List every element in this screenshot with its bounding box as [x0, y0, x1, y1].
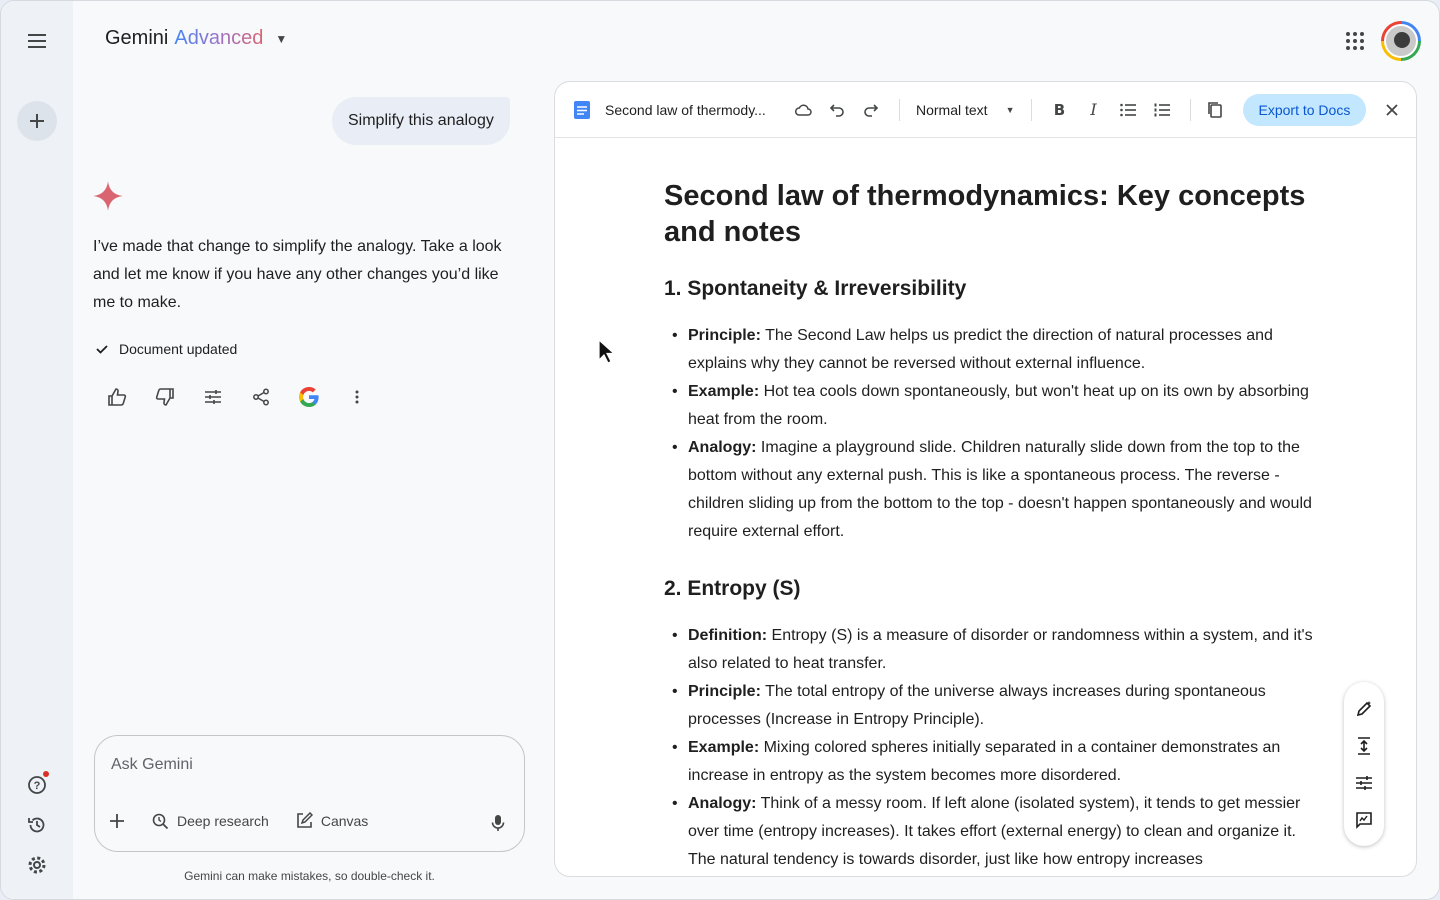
adjust-length-button[interactable]: [1350, 732, 1378, 760]
canvas-label: Canvas: [320, 813, 369, 829]
more-options-button[interactable]: [341, 381, 373, 413]
thumb-up-icon: [107, 387, 127, 407]
item-text: Imagine a playground slide. Children naturally slide down from the top to the bottom without any external push. This is like a spontaneous process. The reverse - children sliding up from the bottom to the top - doesn't happen spontaneously and would require external effort.: [688, 439, 1312, 540]
add-comment-button[interactable]: [1350, 806, 1378, 834]
plus-icon: [109, 813, 125, 829]
mouse-cursor-icon: [598, 339, 616, 365]
settings-icon: [27, 855, 47, 875]
tune-icon: [1355, 774, 1373, 792]
share-icon: [252, 388, 270, 406]
model-selector[interactable]: [105, 27, 287, 50]
save-status: [789, 96, 817, 124]
numbered-list-icon: [1154, 103, 1170, 117]
italic-button[interactable]: [1080, 96, 1108, 124]
bullet-list: [664, 622, 1314, 874]
google-icon: [297, 385, 321, 409]
list-item: [664, 378, 1314, 434]
bold-button[interactable]: [1046, 96, 1074, 124]
item-text: The Second Law helps us predict the direction of natural processes and explains why they cannot be reversed without external influence.: [688, 327, 1273, 372]
thumb-down-icon: [155, 387, 175, 407]
item-text: The total entropy of the universe always increases during spontaneous processes (Increase in Entropy Principle).: [688, 683, 1266, 728]
item-label: Principle:: [688, 683, 761, 700]
item-label: Principle:: [688, 327, 761, 344]
prompt-input[interactable]: Ask Gemini: [111, 756, 193, 773]
length-icon: [1356, 737, 1372, 755]
redo-button[interactable]: [857, 96, 885, 124]
list-item: [664, 734, 1314, 790]
redo-icon: [863, 102, 879, 118]
user-message: Simplify this analogy: [332, 97, 510, 145]
upload-button[interactable]: [109, 813, 125, 829]
brand-tier: Advanced: [174, 27, 264, 49]
activity-button[interactable]: [17, 805, 57, 845]
item-label: Definition:: [688, 627, 768, 644]
item-label: Analogy:: [688, 795, 757, 812]
cloud-icon: [794, 103, 812, 117]
toolbar-divider: [1031, 99, 1032, 121]
undo-icon: [829, 102, 845, 118]
check-icon: [95, 342, 109, 356]
adjust-style-button[interactable]: [1350, 769, 1378, 797]
numbered-list-button[interactable]: [1148, 96, 1176, 124]
list-item: [664, 790, 1314, 874]
good-response-button[interactable]: [101, 381, 133, 413]
item-text: Hot tea cools down spontaneously, but won't heat up on its own by absorbing heat from the room.: [688, 383, 1309, 428]
side-rail: [1, 1, 73, 900]
svg-text:?: ?: [33, 780, 41, 792]
main-menu-button[interactable]: [17, 21, 57, 61]
item-label: Example:: [688, 739, 760, 756]
tune-icon: [204, 388, 222, 406]
brand-name: Gemini: [105, 27, 169, 49]
bullet-list: [664, 322, 1314, 546]
deep-research-label: Deep research: [177, 813, 269, 829]
text-style-dropdown[interactable]: [910, 102, 1021, 118]
item-label: Example:: [688, 383, 760, 400]
edit-tools-menu: [1344, 682, 1384, 846]
assistant-reply: I’ve made that change to simplify the analogy. Take a look and let me know if you have any other changes you’d like me to make.: [93, 238, 502, 311]
help-icon: [27, 775, 47, 795]
bulleted-list-icon: [1120, 103, 1136, 117]
plus-icon: [28, 112, 46, 130]
menu-icon: [27, 31, 47, 51]
chevron-down-icon: ▼: [275, 31, 288, 46]
prompt-box[interactable]: [94, 735, 525, 852]
avatar-image: [1384, 24, 1418, 58]
export-to-docs-button[interactable]: Export to Docs: [1243, 94, 1367, 126]
modify-response-button[interactable]: [197, 381, 229, 413]
canvas-toolbar: [555, 82, 1416, 138]
canvas-button[interactable]: [295, 812, 368, 830]
italic-icon: I: [1090, 100, 1097, 119]
more-vert-icon: [348, 388, 366, 406]
section-heading: 1. Spontaneity & Irreversibility: [664, 277, 967, 300]
double-check-button[interactable]: [293, 381, 325, 413]
list-item: [664, 622, 1314, 678]
docs-icon: [573, 100, 591, 120]
close-icon: [1385, 103, 1399, 117]
edit-note-icon: [295, 812, 313, 830]
document-heading: Second law of thermodynamics: Key concepts and notes: [664, 180, 1306, 248]
response-actions: [101, 381, 373, 413]
list-item: [664, 678, 1314, 734]
comment-icon: [1355, 811, 1373, 829]
notification-dot: [43, 771, 49, 777]
mic-icon: [490, 814, 506, 832]
settings-button[interactable]: [17, 845, 57, 885]
new-chat-button[interactable]: [17, 101, 57, 141]
account-avatar[interactable]: [1381, 21, 1421, 61]
toolbar-divider: [899, 99, 900, 121]
item-text: Entropy (S) is a measure of disorder or randomness within a system, and it's also related to heat transfer.: [688, 627, 1313, 672]
copy-icon: [1207, 101, 1223, 119]
apps-icon: [1345, 31, 1365, 51]
list-item: [664, 434, 1314, 546]
close-canvas-button[interactable]: [1378, 96, 1406, 124]
help-button[interactable]: [17, 765, 57, 805]
list-item: [664, 322, 1314, 378]
microphone-button[interactable]: [490, 814, 506, 837]
bold-icon: B: [1053, 100, 1066, 119]
toolbar-divider: [1190, 99, 1191, 121]
bad-response-button[interactable]: [149, 381, 181, 413]
document-status-text: Document updated: [119, 341, 238, 357]
caret-down-icon: ▼: [1005, 104, 1015, 115]
text-style-value: Normal text: [916, 101, 988, 118]
share-button[interactable]: [245, 381, 277, 413]
canvas-panel: [554, 81, 1417, 877]
item-text: Think of a messy room. If left alone (isolated system), it tends to get messier over time (entropy increases). It takes effort (external energy) to clean and organize it. The natural tendency is towards disorder, just like how entropy increases: [688, 795, 1301, 868]
prompt-tools: [109, 812, 368, 830]
item-text: Mixing colored spheres initially separated in a container demonstrates an increase in entropy as the system becomes more disordered.: [688, 739, 1281, 784]
edit-icon: [1355, 700, 1373, 718]
google-apps-button[interactable]: [1339, 25, 1371, 57]
history-icon: [27, 815, 47, 835]
gemini-sparkle-icon: [93, 181, 123, 211]
disclaimer: Gemini can make mistakes, so double-check it.: [184, 869, 435, 883]
deep-research-icon: [151, 812, 169, 830]
bulleted-list-button[interactable]: [1114, 96, 1142, 124]
document-title[interactable]: Second law of thermody...: [605, 101, 766, 118]
copy-button[interactable]: [1201, 96, 1229, 124]
deep-research-button[interactable]: [151, 812, 269, 830]
undo-button[interactable]: [823, 96, 851, 124]
section-heading: 2. Entropy (S): [664, 577, 801, 600]
document-body[interactable]: [664, 178, 1314, 877]
document-status: [95, 341, 237, 357]
item-label: Analogy:: [688, 439, 757, 456]
suggest-edits-button[interactable]: [1350, 695, 1378, 723]
